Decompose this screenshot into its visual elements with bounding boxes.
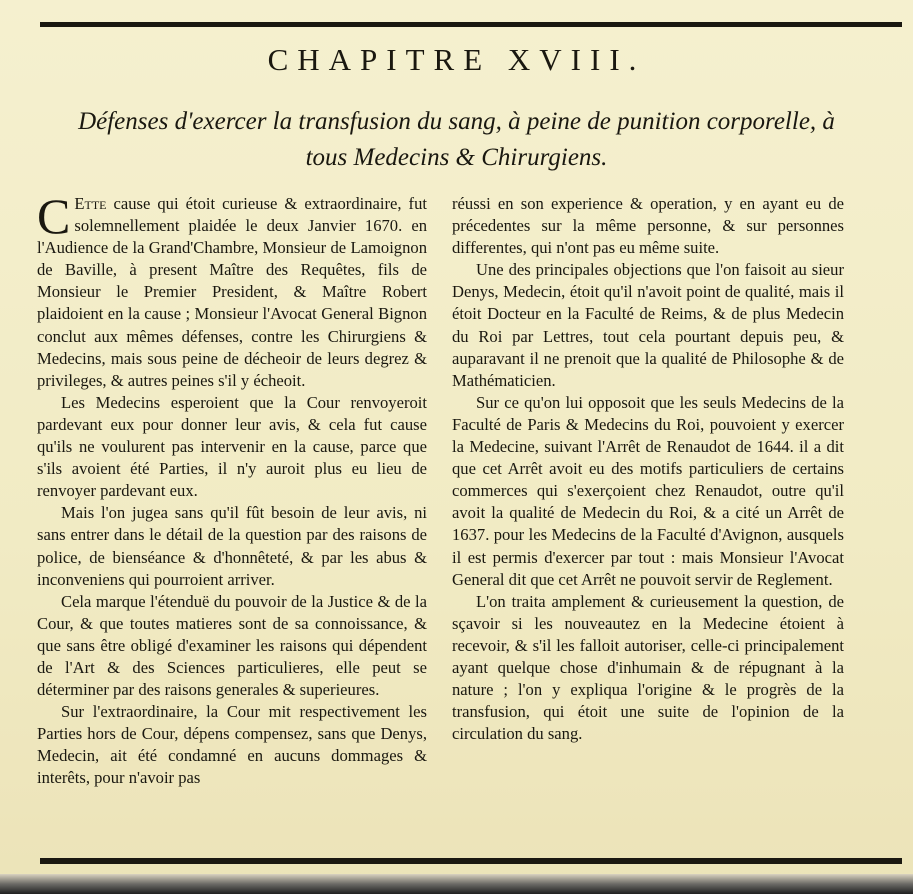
paragraph: réussi en son experience & operation, y en ayant eu de précedentes sur la même personne, & sur personnes differentes, qui n'ont pas eu même suite.	[452, 194, 844, 258]
subtitle-line-2: tous Medecins & Chirurgiens.	[305, 144, 608, 171]
paragraph: Sur ce qu'on lui opposoit que les seuls Medecins de la Faculté de Paris & Medecins du Roi, pouvoient y exercer la Medecine, suivant l'Arrêt de Renaudot de 1644. il a dit que cet Arrêt avoit eu des motifs particuliers de certains commerces qui s'exerçoient chez Renaudot, outre qu'il avoit la qualité de Medecin du Roi, & a cité un Arrêt de 1637. pour les Medecins de la Faculté d'Avignon, ausquels il est permis d'exercer par tout : mais Monsieur l'Avocat General dit que cet Arrêt ne pouvoit servir de Reglement.	[452, 392, 844, 589]
paragraph: Une des principales objections que l'on faisoit au sieur Denys, Medecin, étoit qu'il n'avoit point de qualité, mais il étoit Docteur en la Faculté de Reims, & de plus Medecin du Roi par Lettres, tout cela pourtant depuis peu, & auparavant il ne prenoit que la qualité de Philosophe & de Mathématicien.	[452, 260, 844, 390]
paragraph: Cela marque l'étenduë du pouvoir de la Justice & de la Cour, & que toutes matieres sont de sa connoissance, & que sans être obligé d'examiner les raisons qui dépendent de l'Art & des Sciences particulieres, elle peut se déterminer par des raisons generales & superieures.	[37, 591, 427, 700]
scan-edge	[0, 874, 913, 894]
subtitle-line-1: Défenses d'exercer la transfusion du sang, à peine de punition corporelle, à	[78, 108, 835, 135]
paragraph: Mais l'on jugea sans qu'il fût besoin de leur avis, ni sans entrer dans le détail de la question par des raisons de police, de bienséance & d'honnêteté, & par les abus & inconveniens qui pourroient arriver.	[37, 503, 427, 589]
paragraph	[37, 188, 427, 392]
left-column	[37, 188, 427, 790]
paragraph: Les Medecins esperoient que la Cour renvoyeroit pardevant eux pour donner leur avis, & cela fut cause qu'ils ne voulurent pas intervenir en la cause, parce que s'ils avoient été Parties, il n'y auroit plus eu lieu de renvoyer pardevant eux.	[37, 392, 427, 501]
right-column	[452, 193, 844, 745]
top-rule	[40, 22, 902, 27]
paragraph: Sur l'extraordinaire, la Cour mit respectivement les Parties hors de Cour, dépens compensez, sans que Denys, Medecin, ait été condamné en aucuns dommages & interêts, pour n'avoir pas	[37, 702, 427, 788]
bottom-rule	[40, 858, 902, 864]
chapter-subtitle	[20, 104, 893, 176]
paragraph-text: cause qui étoit curieuse & extraordinaire, fut solemnellement plaidée le deux Janvier 1670. en l'Audience de la Grand'Chambre, Monsieur de Lamoignon de Baville, à present Maître des Requêtes, fils de Monsieur le Premier President, & Maître Robert plaidoient en la cause ; Monsieur l'Avocat General Bignon conclut aux mêmes défenses, contre les Chirurgiens & Medecins, mais sous peine de décheoir de leurs degrez & privileges, & autres peines s'il y écheoit.	[37, 194, 427, 390]
first-word: Ette	[74, 194, 107, 213]
paragraph: L'on traita amplement & curieusement la question, de sçavoir si les nouveautez en la Medecine étoient à recevoir, & s'il les falloit autoriser, celle-ci principalement ayant quelque chose d'inhumain & de répugnant à la nature ; l'on y expliqua l'origine & le progrès de la transfusion, qui étoit une suite de l'opinion de la circulation du sang.	[452, 591, 844, 744]
chapter-title: CHAPITRE XVIII.	[267, 42, 646, 77]
drop-cap: C	[37, 188, 71, 244]
